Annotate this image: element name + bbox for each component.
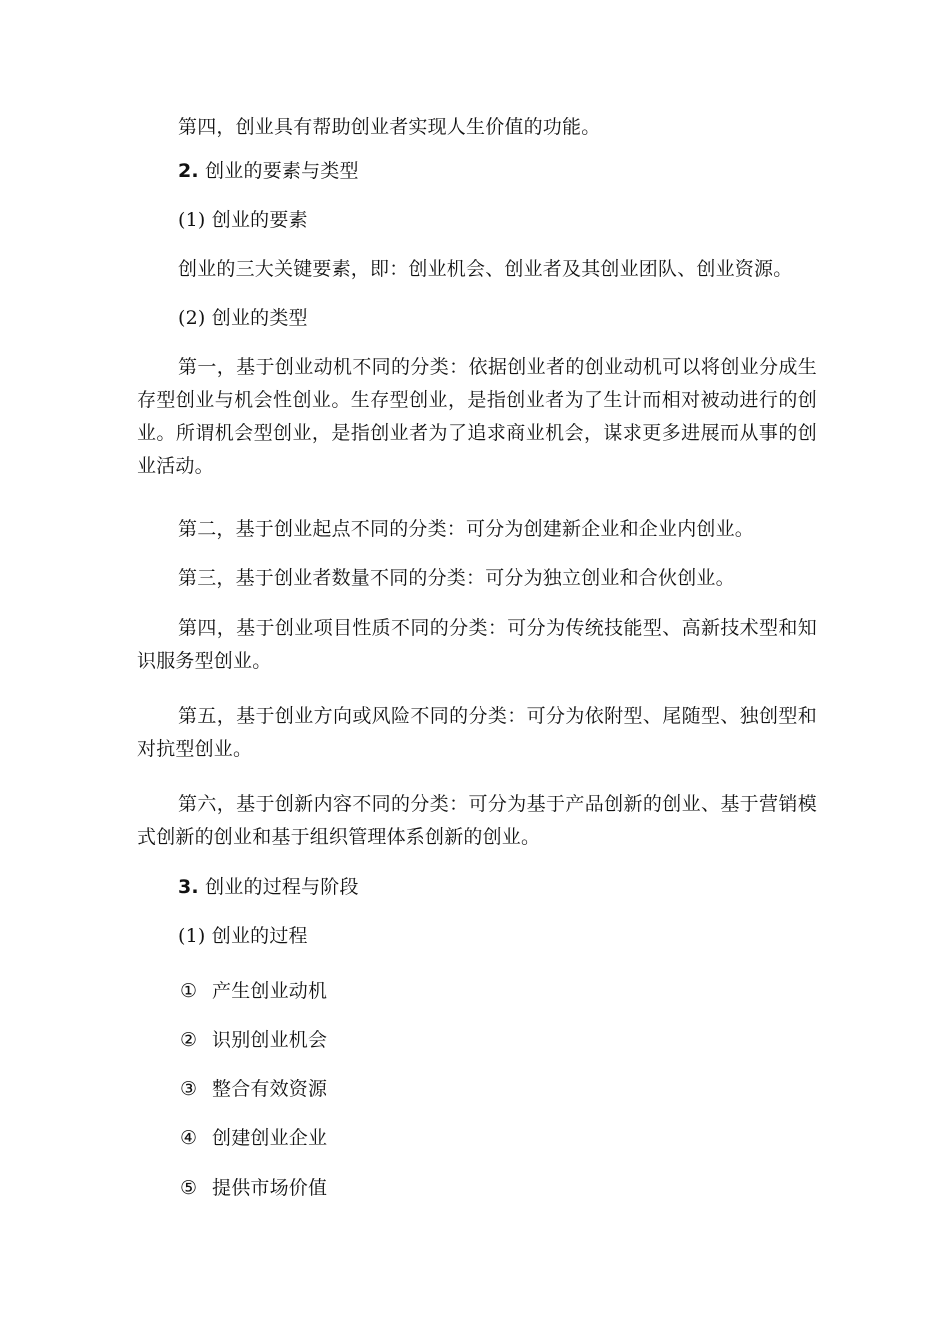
paragraph-key-elements: 创业的三大关键要素，即：创业机会、创业者及其创业团队、创业资源。 xyxy=(178,258,793,280)
subsection-heading-types: (2) 创业的类型 xyxy=(178,307,308,329)
section-title: 创业的过程与阶段 xyxy=(205,876,359,898)
paragraph-type-fourth: 第四，基于创业项目性质不同的分类：可分为传统技能型、高新技术型和知识服务型创业。 xyxy=(137,617,817,672)
subsection-heading-elements: (1) 创业的要素 xyxy=(178,209,308,231)
paragraph-type-third: 第三，基于创业者数量不同的分类：可分为独立创业和合伙创业。 xyxy=(178,567,735,589)
step-marker: ⑤ xyxy=(180,1177,198,1199)
step-marker: ① xyxy=(180,980,198,1002)
list-item xyxy=(180,1172,327,1205)
step-text: 提供市场价值 xyxy=(212,1177,328,1199)
step-text: 识别创业机会 xyxy=(212,1029,328,1051)
list-item xyxy=(180,1073,327,1106)
list-item xyxy=(180,975,327,1008)
step-text: 整合有效资源 xyxy=(212,1078,328,1100)
paragraph-type-first: 第一，基于创业动机不同的分类：依据创业者的创业动机可以将创业分成生存型创业与机会性创业。生存型创业，是指创业者为了生计而相对被动进行的创业。所谓机会型创业，是指创业者为了追求商业机会，谋求更多进展而从事的创业活动。 xyxy=(137,356,817,477)
step-marker: ② xyxy=(180,1029,198,1051)
step-text: 产生创业动机 xyxy=(212,980,328,1002)
section-heading-3 xyxy=(178,871,359,904)
list-item xyxy=(180,1122,327,1155)
list-item xyxy=(180,1024,327,1057)
paragraph-type-fifth: 第五，基于创业方向或风险不同的分类：可分为依附型、尾随型、独创型和对抗型创业。 xyxy=(137,705,817,760)
step-marker: ③ xyxy=(180,1078,198,1100)
subsection-heading-process: (1) 创业的过程 xyxy=(178,925,308,947)
paragraph-type-second: 第二，基于创业起点不同的分类：可分为创建新企业和企业内创业。 xyxy=(178,518,755,540)
section-heading-2 xyxy=(178,155,359,188)
paragraph-type-sixth: 第六，基于创新内容不同的分类：可分为基于产品创新的创业、基于营销模式创新的创业和基于组织管理体系创新的创业。 xyxy=(137,793,817,848)
step-marker: ④ xyxy=(180,1127,198,1149)
section-number: 2. xyxy=(178,160,199,182)
step-text: 创建创业企业 xyxy=(212,1127,328,1149)
section-number: 3. xyxy=(178,876,199,898)
paragraph-fourth-function: 第四，创业具有帮助创业者实现人生价值的功能。 xyxy=(178,116,601,138)
section-title: 创业的要素与类型 xyxy=(205,160,359,182)
